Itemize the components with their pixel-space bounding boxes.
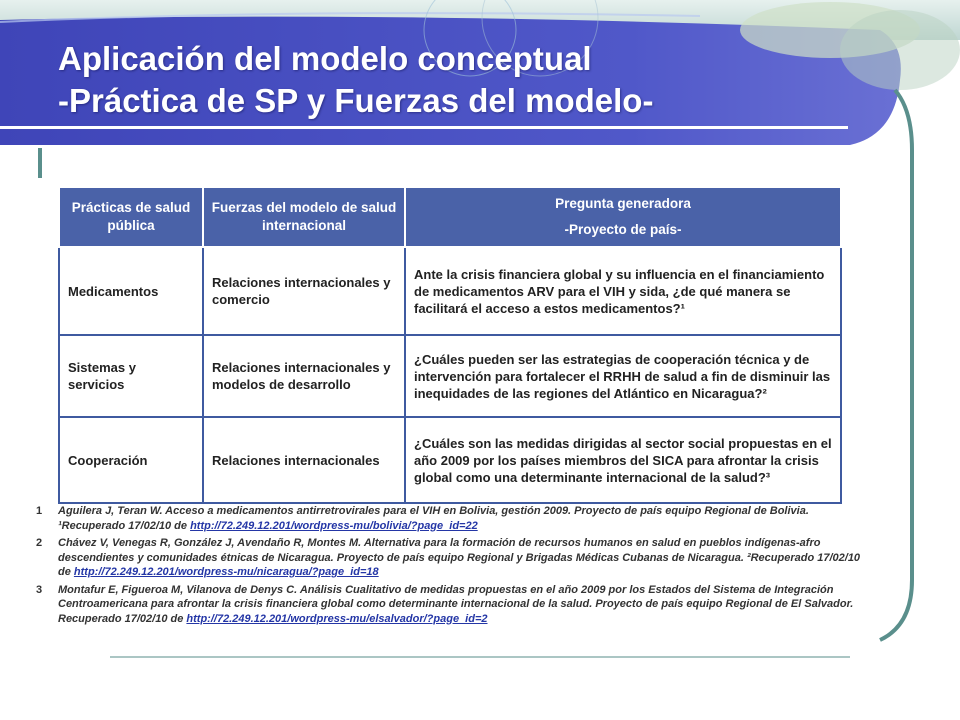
reference-citation: Montafur E, Figueroa M, Vilanova de Denys C. Análisis Cualitativo de medidas propuestas en el año 2009 por los Estados del Sistema de Integración Centroamericana para afrontar la crisis financiera global como determinante internacional de la salud. Proyecto de país equipo Regional de El Salvador. Recuperado 17/02/10 de	[58, 583, 854, 625]
header-question-title: Pregunta generadora	[555, 196, 691, 211]
reference-link[interactable]: http://72.249.12.201/wordpress-mu/nicaragua/?page_id=18	[73, 566, 379, 578]
table-row	[59, 417, 841, 503]
cell-question: ¿Cuáles pueden ser las estrategias de cooperación técnica y de intervención para fortalecer el RRHH de salud a fin de disminuir las inequidades de las regiones del Atlántico en Nicaragua?²	[405, 335, 841, 417]
reference-number: 2	[36, 537, 43, 549]
reference-text	[58, 536, 866, 580]
cell-force: Relaciones internacionales	[203, 417, 405, 503]
reference-item	[36, 583, 866, 627]
header-practices: Prácticas de salud pública	[59, 187, 203, 247]
title-line-1: Aplicación del modelo conceptual	[58, 40, 592, 77]
cell-practice: Sistemas y servicios	[59, 335, 203, 417]
reference-citation: Aguilera J, Teran W. Acceso a medicamentos antirretrovirales para el VIH en Bolivia, gestión 2009. Proyecto de país equipo Regional de Bolivia. ¹Recuperado 17/02/10 de	[58, 505, 809, 532]
table-row	[59, 335, 841, 417]
cell-practice: Cooperación	[59, 417, 203, 503]
cell-force: Relaciones internacionales y comercio	[203, 247, 405, 335]
table-row	[59, 247, 841, 335]
header-forces: Fuerzas del modelo de salud internacional	[203, 187, 405, 247]
cell-practice: Medicamentos	[59, 247, 203, 335]
reference-item	[36, 504, 866, 533]
reference-text	[58, 583, 866, 627]
cell-question: Ante la crisis financiera global y su influencia en el financiamiento de medicamentos ARV para el VIH y sida, ¿de qué manera se facilitará el acceso a estos medicamentos?¹	[405, 247, 841, 335]
reference-number: 1	[36, 505, 43, 517]
title-line-2: -Práctica de SP y Fuerzas del modelo-	[58, 82, 654, 119]
reference-link[interactable]: http://72.249.12.201/wordpress-mu/elsalvador/?page_id=2	[186, 612, 488, 625]
reference-number: 3	[36, 583, 43, 596]
reference-citation: Chávez V, Venegas R, González J, Avendaño R, Montes M. Alternativa para la formación de recursos humanos en salud en pueblos indígenas-afro descendientes y comunidades étnicas de Nicaragua. Proyecto de país equipo Regional y Brigadas Médicas Cubanas de Nicaragua. ²Recuperado 17/02/10 de	[58, 537, 861, 578]
header-question	[405, 187, 841, 247]
cell-question: ¿Cuáles son las medidas dirigidas al sector social propuestas en el año 2009 por los países miembros del SICA para afrontar la crisis global como una determinante internacional de la salud?³	[405, 417, 841, 503]
practices-table	[58, 186, 842, 504]
reference-text	[58, 504, 866, 533]
reference-link[interactable]: http://72.249.12.201/wordpress-mu/bolivia/?page_id=22	[190, 519, 478, 532]
reference-item	[36, 536, 866, 580]
cell-force: Relaciones internacionales y modelos de desarrollo	[203, 335, 405, 417]
table-header-row	[59, 187, 841, 247]
header-question-subtitle: -Proyecto de país-	[564, 222, 682, 237]
references-list	[36, 504, 866, 629]
